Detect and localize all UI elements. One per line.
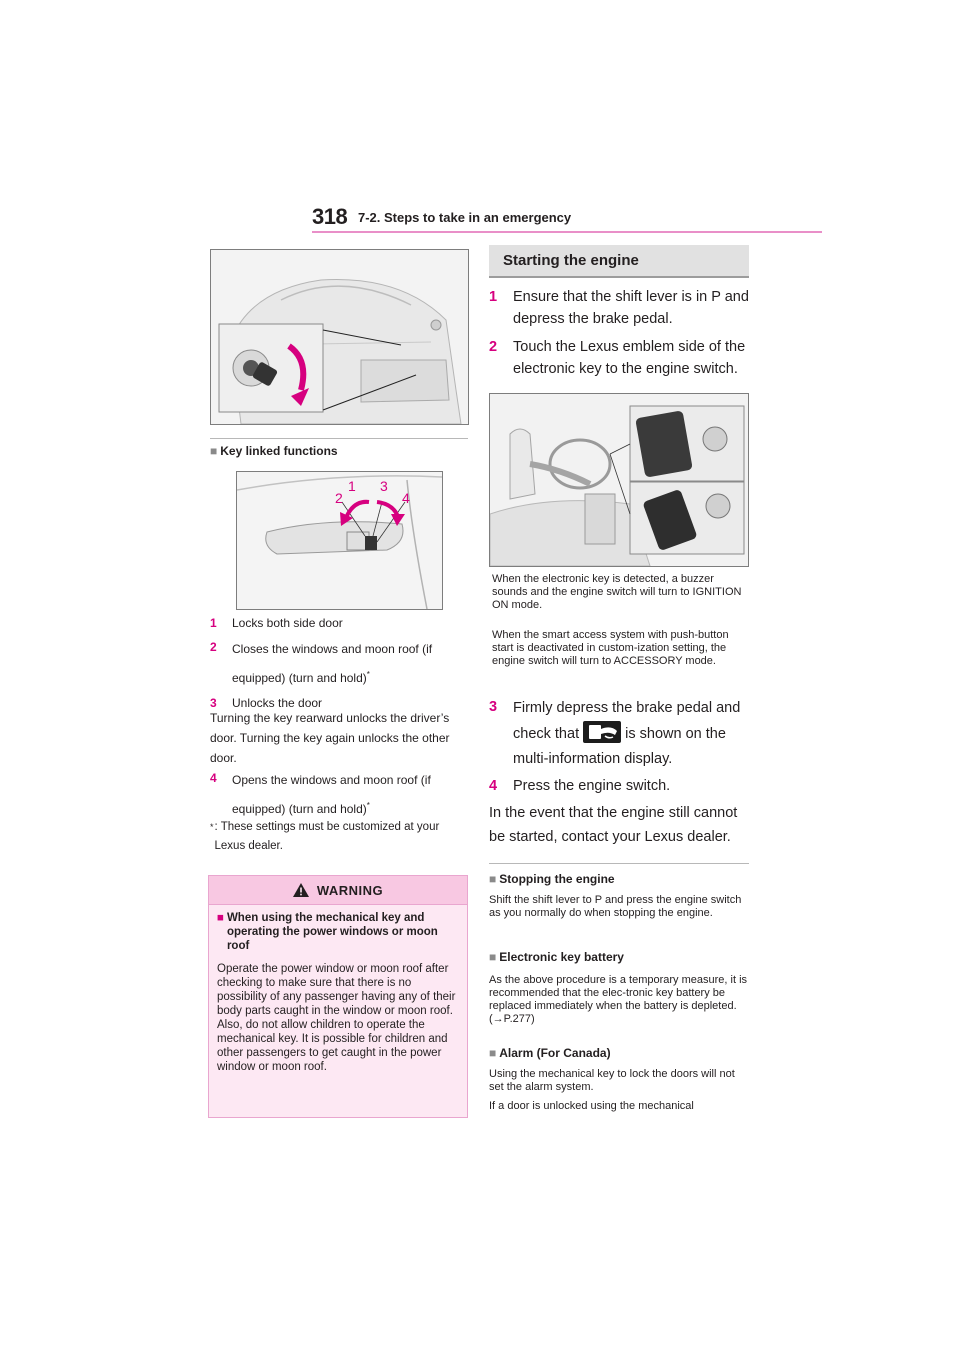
alarm-heading: ■ Alarm (For Canada) (489, 1046, 611, 1060)
warning-body: Operate the power window or moon roof after checking to make sure that there is no possibility of any passenger having any of their body parts caught in the window or moon roof. (217, 963, 456, 1017)
step-item: 3 Firmly depress the brake pedal and check that is shown on the multi-information display. (489, 699, 741, 767)
warning-header (209, 876, 467, 905)
callout-1: 1 (348, 478, 356, 494)
square-bullet-icon: ■ (210, 444, 218, 458)
battery-heading: ■ Electronic key battery (489, 950, 624, 964)
door-handle-figure (236, 471, 443, 610)
page-reference-link[interactable]: P.277 (503, 1013, 531, 1025)
step-item: 4 Opens the windows and moon roof (if equipped) (turn and hold)* (210, 771, 431, 816)
car-rear-key-figure (210, 249, 469, 425)
divider (489, 863, 749, 864)
dealer-para: In the event that the engine still cannot be started, contact your Lexus dealer. (489, 805, 738, 845)
interior-illustration (490, 394, 748, 566)
square-bullet-icon: ■ (489, 872, 497, 886)
step-item: 1 Ensure that the shift lever is in P and depress the brake pedal. (489, 289, 749, 327)
warning-body-2: Also, do not allow children to operate the mechanical key. It is possible for children and other passengers to get caught in the power window or moon roof. (217, 1019, 448, 1073)
stopping-heading: ■ Stopping the engine (489, 872, 615, 886)
step-item: 2 Closes the windows and moon roof (if equipped) (turn and hold)* (210, 640, 433, 685)
square-bullet-icon: ■ (217, 912, 224, 924)
warning-heading: ■ When using the mechanical key and operating the power windows or moon roof (217, 912, 438, 952)
warning-title: WARNING (316, 882, 384, 898)
smart-key-indicator-icon (583, 721, 621, 743)
page-number: 318 (312, 204, 348, 229)
step-list (210, 613, 468, 713)
square-bullet-icon: ■ (489, 1046, 497, 1060)
key-linked-heading: ■ Key linked functions (210, 444, 338, 458)
warning-triangle-icon (293, 883, 309, 897)
footnote: * : These settings must be customized at your Lexus dealer. (210, 821, 440, 852)
battery-body: As the above procedure is a temporary measure, it is recommended that the elec-tronic key battery be replaced immediately when the battery is depleted. (→P.277) (489, 974, 748, 1025)
callout-2: 2 (335, 490, 343, 506)
turning-para: Turning the key rearward unlocks the driver’s door. Turning the key again unlocks the other door. (210, 711, 450, 765)
alarm-body: Using the mechanical key to lock the doors will not set the alarm system. (489, 1068, 735, 1093)
arrow-icon: → (492, 1013, 504, 1025)
step-item: 1 Locks both side door (210, 616, 343, 630)
step-item: 4 Press the engine switch. (489, 778, 671, 794)
header-rule (312, 231, 822, 233)
callout-4: 4 (402, 490, 410, 506)
starting-engine-section-title: Starting the engine (489, 245, 749, 278)
callout-3: 3 (380, 478, 388, 494)
step-item: 2 Touch the Lexus emblem side of the electronic key to the engine switch. (489, 339, 746, 377)
interior-key-figure (489, 393, 749, 567)
alarm-body-2: If a door is unlocked using the mechanical (489, 1100, 694, 1112)
note-detected: When the electronic key is detected, a buzzer sounds and the engine switch will turn to IGNITION ON mode. (492, 573, 742, 611)
step-item: 3 Unlocks the door (210, 696, 323, 710)
stopping-body: Shift the shift lever to P and press the engine switch as you normally do when stopping the engine. (489, 894, 742, 919)
engine-steps (489, 286, 751, 380)
warning-box (208, 875, 468, 1118)
square-bullet-icon: ■ (489, 950, 497, 964)
section-title: 7-2. Steps to take in an emergency (358, 210, 572, 225)
note-accessory: When the smart access system with push-button start is deactivated in custom-ization setting, the engine switch will turn to ACCESSORY mode. (492, 629, 729, 667)
car-rear-illustration (211, 250, 468, 424)
divider (210, 438, 468, 439)
